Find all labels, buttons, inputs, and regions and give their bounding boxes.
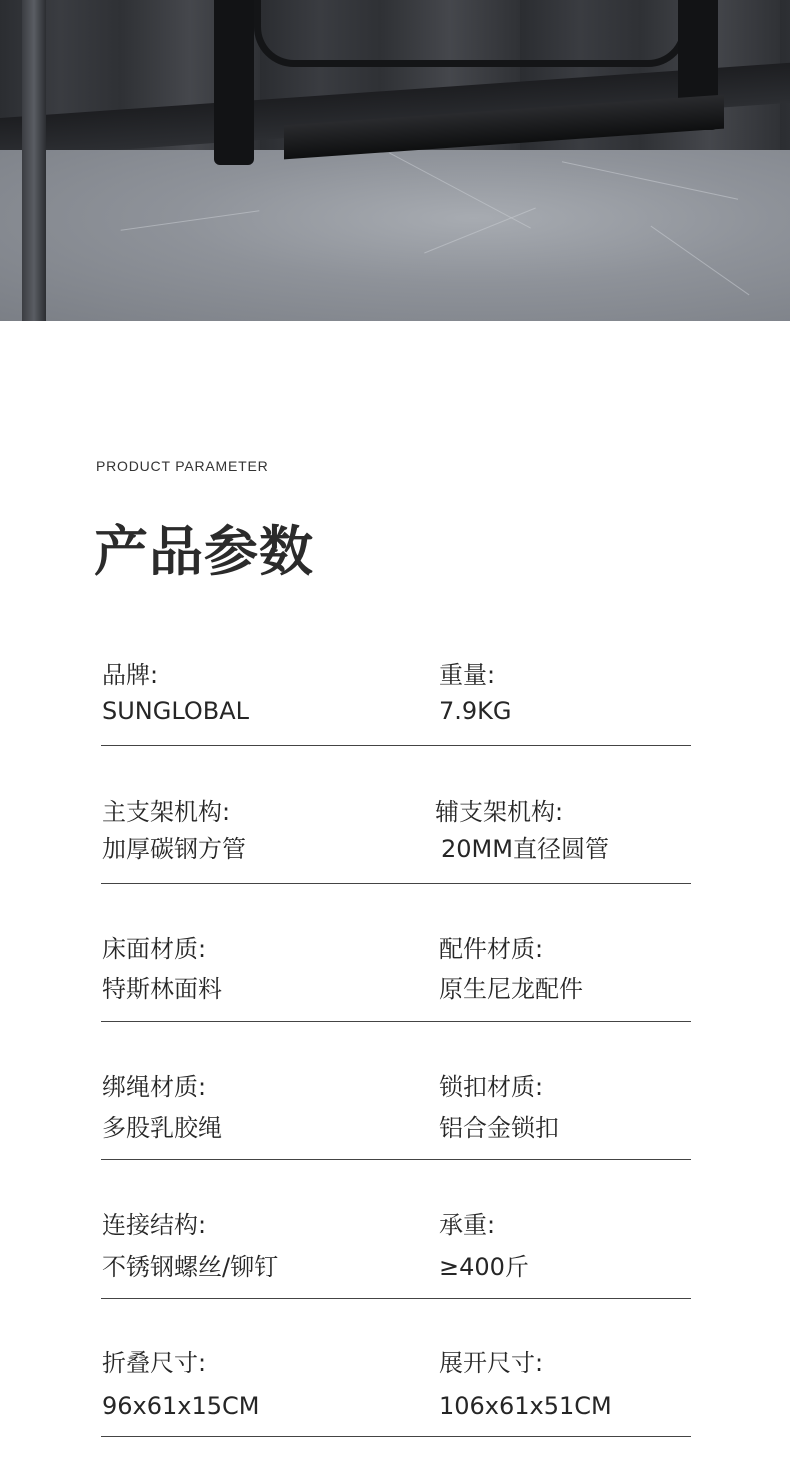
param-row xyxy=(101,883,691,1022)
param-value: 原生尼龙配件 xyxy=(439,975,583,1003)
bed-frame xyxy=(214,0,718,160)
param-label: 辅支架机构: xyxy=(435,798,564,826)
param-value: 7.9KG xyxy=(439,697,512,725)
param-label: 品牌: xyxy=(102,661,159,689)
param-label: 重量: xyxy=(439,661,496,689)
chair-leg xyxy=(22,0,46,321)
param-value: 加厚碳钢方管 xyxy=(102,835,246,863)
param-value: 铝合金锁扣 xyxy=(439,1114,559,1142)
param-row xyxy=(101,607,691,746)
page-title: 产品参数 xyxy=(94,520,314,583)
param-value: 106x61x51CM xyxy=(439,1392,612,1420)
param-label: 绑绳材质: xyxy=(102,1073,207,1101)
param-label: 折叠尺寸: xyxy=(102,1349,207,1377)
param-row xyxy=(101,1298,691,1437)
param-label: 主支架机构: xyxy=(102,798,231,826)
param-label: 配件材质: xyxy=(439,935,544,963)
param-value: 不锈钢螺丝/铆钉 xyxy=(102,1253,279,1281)
marble-floor xyxy=(0,150,790,321)
param-value: 20MM直径圆管 xyxy=(441,835,609,863)
param-value: 96x61x15CM xyxy=(102,1392,260,1420)
section-subtitle: PRODUCT PARAMETER xyxy=(96,458,269,474)
param-value: 特斯林面料 xyxy=(102,975,222,1003)
param-value: ≥400斤 xyxy=(439,1253,529,1281)
hero-photo xyxy=(0,0,790,321)
param-row xyxy=(101,745,691,884)
param-label: 锁扣材质: xyxy=(439,1073,544,1101)
param-row xyxy=(101,1160,691,1299)
param-value: SUNGLOBAL xyxy=(102,697,250,725)
param-label: 连接结构: xyxy=(102,1211,207,1239)
param-label: 承重: xyxy=(439,1211,496,1239)
param-row xyxy=(101,1021,691,1160)
param-label: 展开尺寸: xyxy=(439,1349,544,1377)
param-value: 多股乳胶绳 xyxy=(102,1114,222,1142)
param-label: 床面材质: xyxy=(102,935,207,963)
